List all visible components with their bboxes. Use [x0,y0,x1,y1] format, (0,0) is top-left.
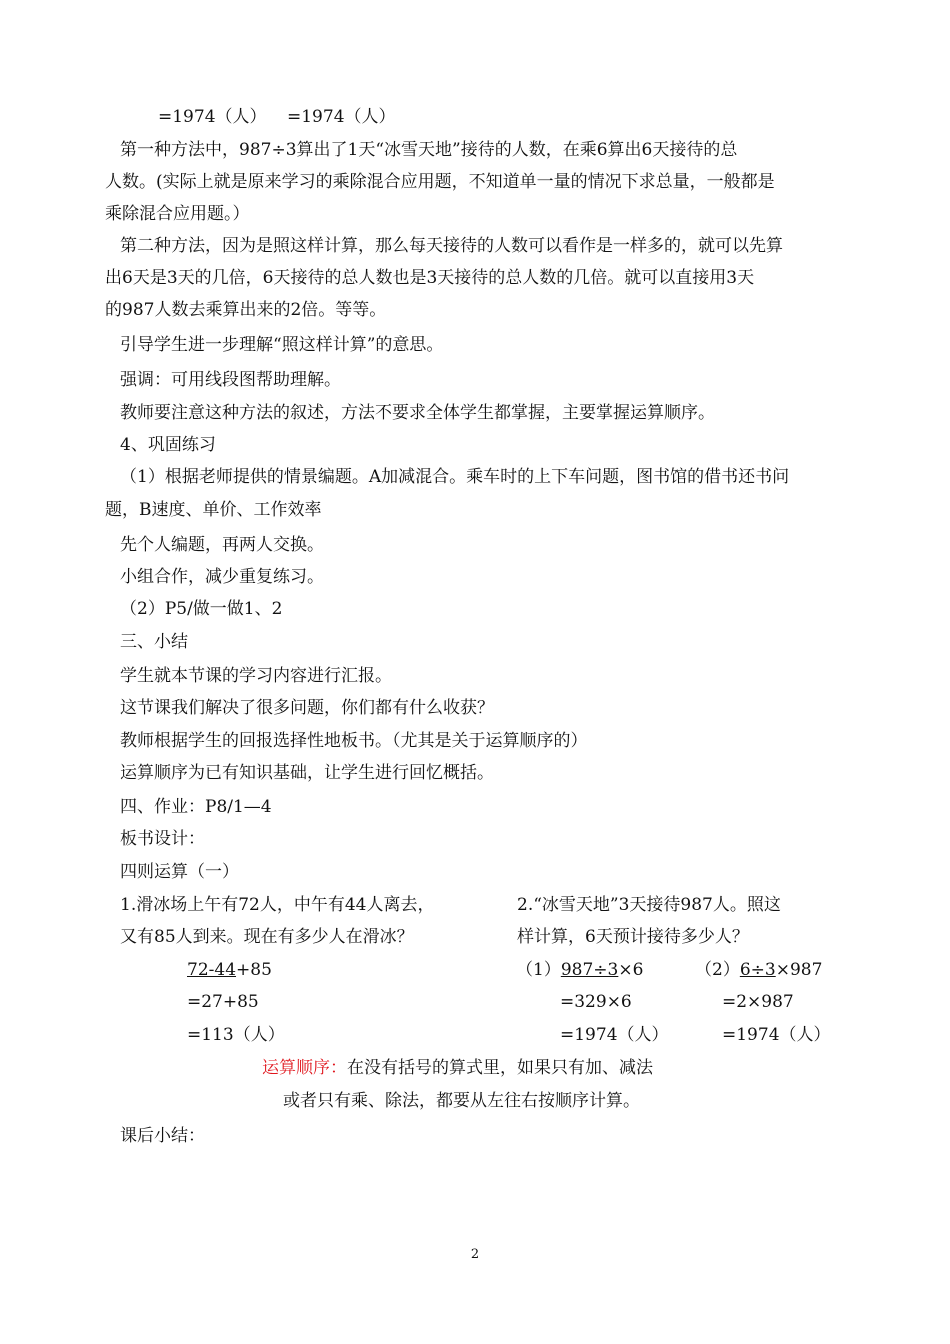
exercise-1-line-2: 题，B速度、单价、工作效率 [105,500,322,520]
problem-2-method-1-rest: ×6 [618,960,644,980]
rule-line-2: 或者只有乘、除法，都要从左往右按顺序计算。 [283,1091,640,1111]
top-result-left: =1974（人） [158,107,267,127]
top-result-right: =1974（人） [287,107,396,127]
emphasis-text: 强调：可用线段图帮助理解。 [120,370,341,390]
method-two-line-3: 的987人数去乘算出来的2倍。等等。 [105,300,387,320]
problem-2-method-2-underlined: 6÷3 [739,960,776,980]
problem-2-method-1-underlined: 987÷3 [560,960,619,980]
problem-1-expression [187,959,272,981]
section-4-title: 4、巩固练习 [120,435,216,455]
guide-text: 引导学生进一步理解“照这样计算”的意思。 [120,335,444,355]
summary-line-2: 这节课我们解决了很多问题，你们都有什么收获？ [120,698,494,718]
after-class-summary: 课后小结： [120,1126,205,1146]
individual-text: 先个人编题，再两人交换。 [120,535,324,555]
homework: 四、作业：P8/1—4 [120,797,272,817]
problem-2-method-1-step-1: =329×6 [560,992,632,1012]
problem-2-method-1-prefix: （1） [516,960,561,980]
problem-2-method-2-rest: ×987 [775,960,823,980]
exercise-1-line-1: （1）根据老师提供的情景编题。A加减混合。乘车时的上下车问题，图书馆的借书还书问 [120,467,790,487]
problem-1-line-2: 又有85人到来。现在有多少人在滑冰？ [120,927,414,947]
problem-2-method-2-expression [695,959,822,981]
teacher-note: 教师要注意这种方法的叙述，方法不要求全体学生都掌握，主要掌握运算顺序。 [120,403,715,423]
problem-1-expression-underlined: 72-44 [187,960,237,980]
problem-2-method-1-expression [516,959,643,981]
problem-2-method-2-step-2: =1974（人） [722,1025,831,1045]
rule-label: 运算顺序： [262,1058,347,1078]
method-one-line-2: 人数。(实际上就是原来学习的乘除混合应用题，不知道单一量的情况下求总量，一般都是 [105,172,775,192]
rule-text-1: 在没有括号的算式里，如果只有加、减法 [347,1058,653,1078]
summary-line-1: 学生就本节课的学习内容进行汇报。 [120,666,392,686]
problem-1-step-1: =27+85 [187,992,259,1012]
problem-1-step-2: =113（人） [187,1025,285,1045]
method-one-line-1: 第一种方法中，987÷3算出了1天“冰雪天地”接待的人数，在乘6算出6天接待的总 [120,140,738,160]
problem-1-expression-rest: +85 [236,960,272,980]
method-two-line-1: 第二种方法，因为是照这样计算，那么每天接待的人数可以看作是一样多的，就可以先算 [120,236,783,256]
problem-2-line-1: 2.“冰雪天地”3天接待987人。照这 [517,895,781,915]
method-one-line-3: 乘除混合应用题。） [105,204,250,224]
problem-2-method-2-step-1: =2×987 [722,992,794,1012]
page-number: 2 [470,1247,480,1262]
rule-line-1 [262,1057,653,1079]
method-two-line-2: 出6天是3天的几倍，6天接待的总人数也是3天接待的总人数的几倍。就可以直接用3天 [105,268,755,288]
section-3-title: 三、小结 [120,632,188,652]
problem-2-method-1-step-2: =1974（人） [560,1025,669,1045]
summary-line-4: 运算顺序为已有知识基础，让学生进行回忆概括。 [120,763,494,783]
group-text: 小组合作，减少重复练习。 [120,567,324,587]
problem-2-line-2: 样计算，6天预计接待多少人？ [517,927,749,947]
board-design-label: 板书设计： [120,829,205,849]
problem-1-line-1: 1.滑冰场上午有72人，中午有44人离去， [120,895,435,915]
summary-line-3: 教师根据学生的回报选择性地板书。（尤其是关于运算顺序的） [120,731,588,751]
exercise-2: （2）P5/做一做1、2 [120,599,283,619]
problem-2-method-2-prefix: （2） [695,960,740,980]
board-title: 四则运算（一） [120,862,239,882]
